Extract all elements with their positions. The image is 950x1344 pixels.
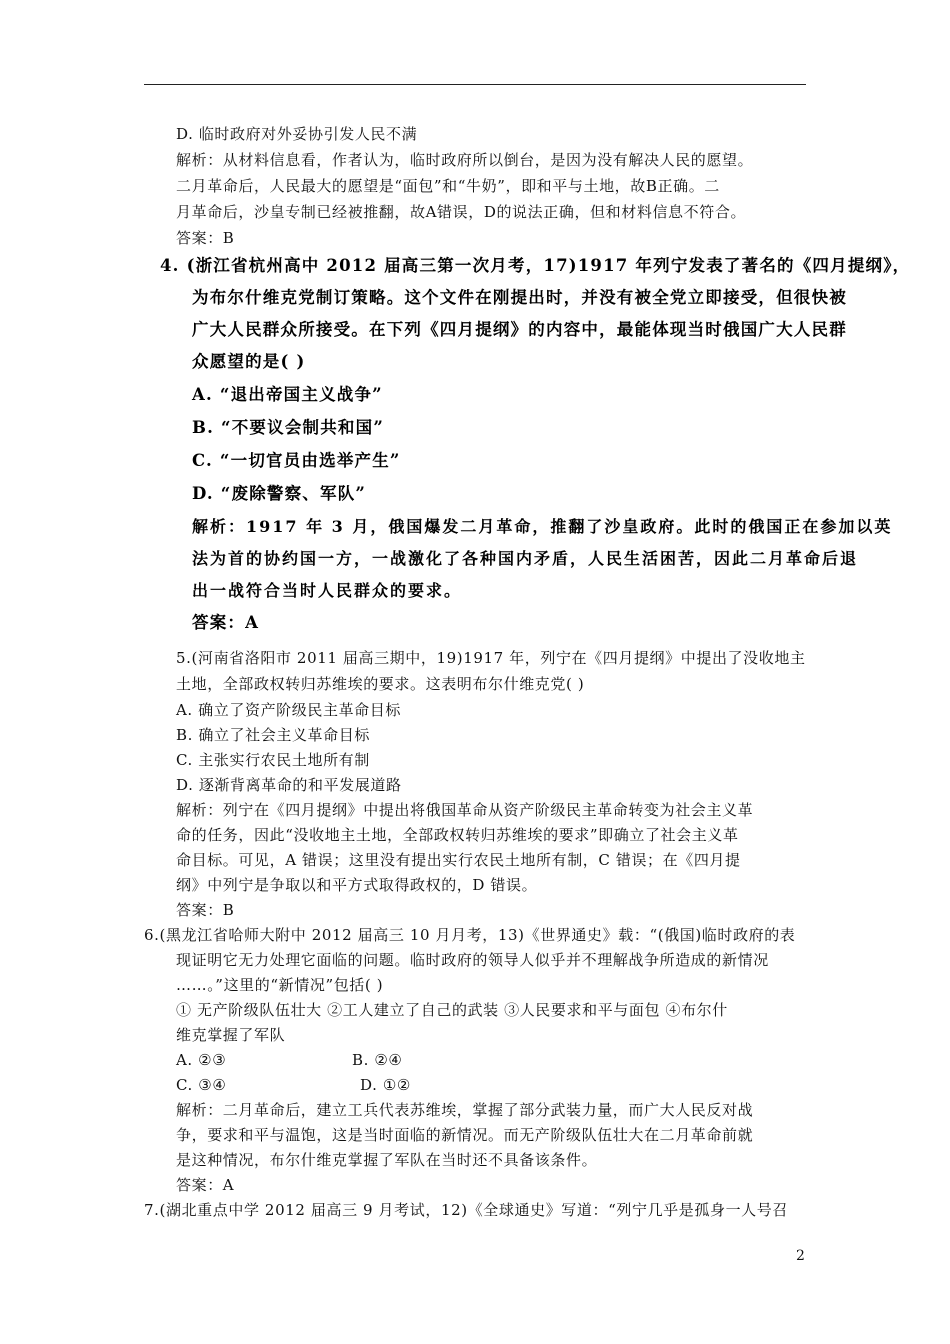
q3-analysis-line-2: 二月革命后，人民最大的愿望是“面包”和“牛奶”，即和平与土地，故B正确。二 xyxy=(176,177,720,195)
q3-option-d: D. 临时政府对外妥协引发人民不满 xyxy=(176,125,418,143)
q4-stem-line-1: 4. (浙江省杭州高中 2012 届高三第一次月考，17)1917 年列宁发表了著名的《四月提纲》， xyxy=(160,256,911,275)
q5-analysis-line-2: 命的任务，因此“没收地主土地，全部政权转归苏维埃的要求”即确立了社会主义革 xyxy=(176,826,739,844)
q4-stem-line-2: 为布尔什维克党制订策略。这个文件在刚提出时，并没有被全党立即接受，但很快被 xyxy=(192,288,847,307)
q5-option-d: D. 逐渐背离革命的和平发展道路 xyxy=(176,776,402,794)
q5-option-a: A. 确立了资产阶级民主革命目标 xyxy=(176,701,401,719)
q5-option-b: B. 确立了社会主义革命目标 xyxy=(176,726,370,744)
q3-analysis-line-1: 解析：从材料信息看，作者认为，临时政府所以倒台，是因为没有解决人民的愿望。 xyxy=(176,151,754,169)
q5-analysis-line-3: 命目标。可见，A 错误；这里没有提出实行农民土地所有制，C 错误；在《四月提 xyxy=(176,851,741,869)
q6-option-d: D. ①② xyxy=(360,1076,411,1094)
q6-answer: 答案：A xyxy=(176,1176,235,1194)
q4-stem-line-3: 广大人民群众所接受。在下列《四月提纲》的内容中，最能体现当时俄国广大人民群 xyxy=(192,320,847,339)
q6-stem-line-2: 现证明它无力处理它面临的问题。临时政府的领导人似乎并不理解战争所造成的新情况 xyxy=(176,951,769,969)
q5-analysis-line-4: 纲》中列宁是争取以和平方式取得政权的，D 错误。 xyxy=(176,876,538,894)
q4-option-d: D. “废除警察、军队” xyxy=(192,484,367,503)
page-number: 2 xyxy=(796,1248,805,1264)
q5-stem-line-2: 土地，全部政权转归苏维埃的要求。这表明布尔什维克党( ) xyxy=(176,675,585,693)
q4-analysis-line-2: 法为首的协约国一方，一战激化了各种国内矛盾，人民生活困苦，因此二月革命后退 xyxy=(192,549,859,568)
q3-answer: 答案：B xyxy=(176,229,235,247)
q6-analysis-line-2: 争，要求和平与温饱，这是当时面临的新情况。而无产阶级队伍壮大在二月革命前就 xyxy=(176,1126,754,1144)
q5-stem-line-1: 5.(河南省洛阳市 2011 届高三期中，19)1917 年，列宁在《四月提纲》中提出了没收地主 xyxy=(176,649,806,667)
q5-answer: 答案：B xyxy=(176,901,235,919)
q4-stem-line-4: 众愿望的是( ) xyxy=(192,352,306,371)
q6-stem-line-3: ……。”这里的“新情况”包括( ) xyxy=(176,976,384,994)
q6-items-line-1: ① 无产阶级队伍壮大 ②工人建立了自己的武装 ③人民要求和平与面包 ④布尔什 xyxy=(176,1001,728,1019)
q3-analysis-line-3: 月革命后，沙皇专制已经被推翻，故A错误，D的说法正确，但和材料信息不符合。 xyxy=(176,203,747,221)
q5-analysis-line-1: 解析：列宁在《四月提纲》中提出将俄国革命从资产阶级民主革命转变为社会主义革 xyxy=(176,801,754,819)
q4-analysis-line-3: 出一战符合当时人民群众的要求。 xyxy=(192,581,463,600)
q4-option-b: B. “不要议会制共和国” xyxy=(192,418,385,437)
q4-option-a: A. “退出帝国主义战争” xyxy=(192,385,383,404)
q6-option-c: C. ③④ xyxy=(176,1076,227,1094)
header-rule xyxy=(144,84,806,85)
q4-analysis-line-1: 解析：1917 年 3 月，俄国爆发二月革命，推翻了沙皇政府。此时的俄国正在参加以英 xyxy=(192,517,893,536)
q6-analysis-line-1: 解析：二月革命后，建立工兵代表苏维埃，掌握了部分武装力量，而广大人民反对战 xyxy=(176,1101,754,1119)
q6-stem-line-1: 6.(黑龙江省哈师大附中 2012 届高三 10 月月考，13)《世界通史》载：“(俄国)临时政府的表 xyxy=(144,926,796,944)
q4-option-c: C. “一切官员由选举产生” xyxy=(192,451,401,470)
q7-stem-line-1: 7.(湖北重点中学 2012 届高三 9 月考试，12)《全球通史》写道：“列宁几乎是孤身一人号召 xyxy=(144,1201,788,1219)
q6-items-line-2: 维克掌握了军队 xyxy=(176,1026,286,1044)
q4-answer: 答案：A xyxy=(192,613,260,632)
q6-analysis-line-3: 是这种情况，布尔什维克掌握了军队在当时还不具备该条件。 xyxy=(176,1151,598,1169)
q6-option-b: B. ②④ xyxy=(352,1051,403,1069)
q6-option-a: A. ②③ xyxy=(176,1051,227,1069)
q5-option-c: C. 主张实行农民土地所有制 xyxy=(176,751,370,769)
